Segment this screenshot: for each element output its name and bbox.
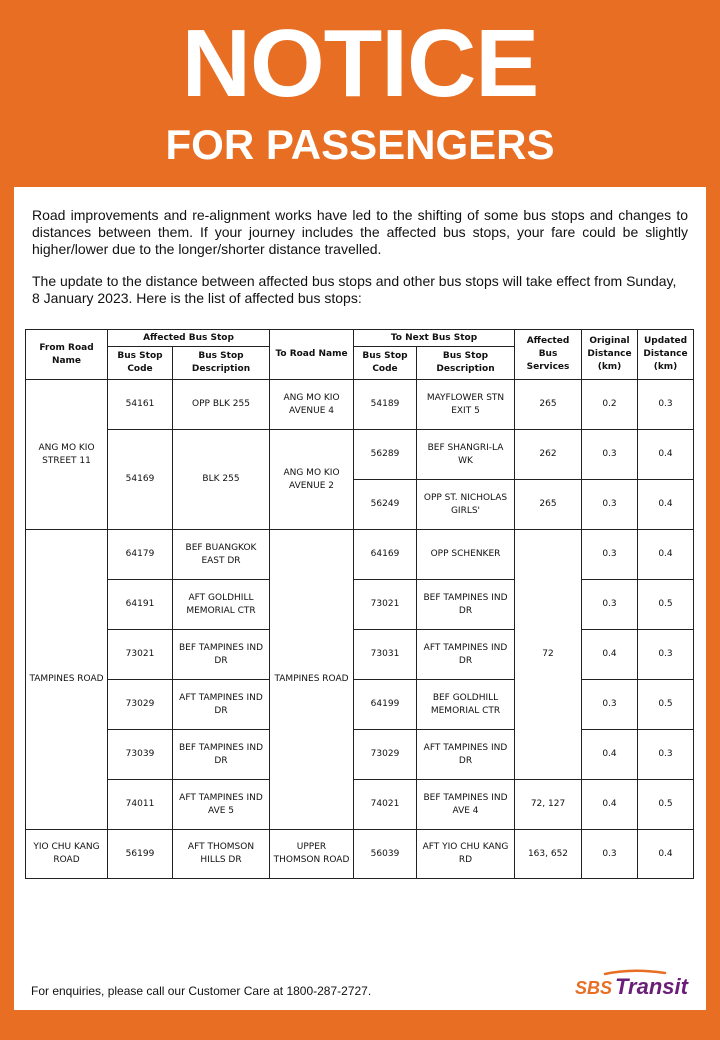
to-road-cell: ANG MO KIO AVENUE 2	[270, 430, 354, 530]
next-desc-cell: BEF TAMPINES IND DR	[417, 580, 515, 630]
services-cell: 72, 127	[515, 780, 582, 830]
table-row	[26, 830, 694, 879]
table-row	[26, 430, 694, 480]
updated-distance-cell: 0.4	[638, 480, 694, 530]
next-code-cell: 64169	[354, 530, 417, 580]
table-row	[26, 780, 694, 830]
services-cell: 265	[515, 480, 582, 530]
next-desc-cell: AFT YIO CHU KANG RD	[417, 830, 515, 879]
header-affected-desc: Bus Stop Description	[173, 347, 270, 380]
header-affected-code: Bus Stop Code	[108, 347, 173, 380]
next-desc-cell: BEF GOLDHILL MEMORIAL CTR	[417, 680, 515, 730]
updated-distance-cell: 0.5	[638, 680, 694, 730]
updated-distance-cell: 0.4	[638, 530, 694, 580]
header-updated-distance: Updated Distance (km)	[638, 330, 694, 380]
original-distance-cell: 0.3	[582, 580, 638, 630]
affected-desc-cell: AFT THOMSON HILLS DR	[173, 830, 270, 879]
notice-title: NOTICE	[181, 10, 539, 117]
updated-distance-cell: 0.3	[638, 630, 694, 680]
notice-panel	[14, 187, 706, 1010]
affected-desc-cell: BEF TAMPINES IND DR	[173, 730, 270, 780]
original-distance-cell: 0.3	[582, 430, 638, 480]
original-distance-cell: 0.3	[582, 480, 638, 530]
header-next-desc: Bus Stop Description	[417, 347, 515, 380]
logo-transit-text: Transit	[615, 974, 688, 999]
next-desc-cell: BEF SHANGRI-LA WK	[417, 430, 515, 480]
updated-distance-cell: 0.3	[638, 730, 694, 780]
affected-code-cell: 64179	[108, 530, 173, 580]
intro-paragraph-1: Road improvements and re-alignment works have led to the shifting of some bus stops and changes to distances between them. If your journey includes the affected bus stops, your fare could be slightly higher/lower due to the longer/shorter distance travelled.	[32, 207, 688, 257]
affected-code-cell: 73021	[108, 630, 173, 680]
services-cell: 262	[515, 430, 582, 480]
affected-desc-cell: AFT GOLDHILL MEMORIAL CTR	[173, 580, 270, 630]
intro-paragraph-2: The update to the distance between affected bus stops and other bus stops will take effect from Sunday, 8 January 2023. Here is the list of affected bus stops:	[32, 273, 677, 306]
updated-distance-cell: 0.4	[638, 830, 694, 879]
original-distance-cell: 0.2	[582, 380, 638, 430]
next-code-cell: 54189	[354, 380, 417, 430]
original-distance-cell: 0.4	[582, 630, 638, 680]
next-desc-cell: AFT TAMPINES IND DR	[417, 730, 515, 780]
affected-bus-stops-table	[25, 329, 694, 879]
updated-distance-cell: 0.3	[638, 380, 694, 430]
next-desc-cell: MAYFLOWER STN EXIT 5	[417, 380, 515, 430]
next-code-cell: 73031	[354, 630, 417, 680]
header-affected-bus-stop: Affected Bus Stop	[108, 330, 270, 347]
logo-sbs-text: SBS	[575, 978, 613, 998]
table-row	[26, 530, 694, 580]
next-code-cell: 73021	[354, 580, 417, 630]
header-next-code: Bus Stop Code	[354, 347, 417, 380]
header-from-road: From Road Name	[26, 330, 108, 380]
to-road-cell: UPPER THOMSON ROAD	[270, 830, 354, 879]
sbs-transit-logo	[557, 968, 697, 1000]
affected-code-cell: 54169	[108, 430, 173, 530]
enquiries-text: For enquiries, please call our Customer Care at 1800-287-2727.	[31, 984, 372, 998]
next-code-cell: 74021	[354, 780, 417, 830]
original-distance-cell: 0.3	[582, 680, 638, 730]
header-affected-services: Affected Bus Services	[515, 330, 582, 380]
next-code-cell: 64199	[354, 680, 417, 730]
services-cell: 265	[515, 380, 582, 430]
services-cell: 72	[515, 530, 582, 780]
table-row	[26, 380, 694, 430]
table-row	[26, 580, 694, 630]
next-code-cell: 73029	[354, 730, 417, 780]
header-original-distance: Original Distance (km)	[582, 330, 638, 380]
notice-subtitle: FOR PASSENGERS	[165, 121, 555, 168]
affected-code-cell: 73029	[108, 680, 173, 730]
table-row	[26, 730, 694, 780]
header-to-next-bus-stop: To Next Bus Stop	[354, 330, 515, 347]
next-desc-cell: OPP ST. NICHOLAS GIRLS'	[417, 480, 515, 530]
next-code-cell: 56039	[354, 830, 417, 879]
header-to-road: To Road Name	[270, 330, 354, 380]
to-road-cell: TAMPINES ROAD	[270, 530, 354, 830]
affected-desc-cell: AFT TAMPINES IND AVE 5	[173, 780, 270, 830]
affected-code-cell: 73039	[108, 730, 173, 780]
next-code-cell: 56289	[354, 430, 417, 480]
updated-distance-cell: 0.5	[638, 780, 694, 830]
affected-desc-cell: AFT TAMPINES IND DR	[173, 680, 270, 730]
next-desc-cell: BEF TAMPINES IND AVE 4	[417, 780, 515, 830]
to-road-cell: ANG MO KIO AVENUE 4	[270, 380, 354, 430]
affected-desc-cell: BLK 255	[173, 430, 270, 530]
from-road-cell: ANG MO KIO STREET 11	[26, 380, 108, 530]
affected-desc-cell: BEF TAMPINES IND DR	[173, 630, 270, 680]
updated-distance-cell: 0.4	[638, 430, 694, 480]
original-distance-cell: 0.4	[582, 730, 638, 780]
table-row	[26, 680, 694, 730]
original-distance-cell: 0.3	[582, 530, 638, 580]
next-desc-cell: AFT TAMPINES IND DR	[417, 630, 515, 680]
affected-desc-cell: BEF BUANGKOK EAST DR	[173, 530, 270, 580]
affected-code-cell: 56199	[108, 830, 173, 879]
affected-code-cell: 54161	[108, 380, 173, 430]
affected-desc-cell: OPP BLK 255	[173, 380, 270, 430]
services-cell: 163, 652	[515, 830, 582, 879]
affected-code-cell: 74011	[108, 780, 173, 830]
table-header-row	[26, 330, 694, 347]
original-distance-cell: 0.3	[582, 830, 638, 879]
original-distance-cell: 0.4	[582, 780, 638, 830]
next-desc-cell: OPP SCHENKER	[417, 530, 515, 580]
table-row	[26, 630, 694, 680]
from-road-cell: YIO CHU KANG ROAD	[26, 830, 108, 879]
updated-distance-cell: 0.5	[638, 580, 694, 630]
affected-code-cell: 64191	[108, 580, 173, 630]
next-code-cell: 56249	[354, 480, 417, 530]
from-road-cell: TAMPINES ROAD	[26, 530, 108, 830]
